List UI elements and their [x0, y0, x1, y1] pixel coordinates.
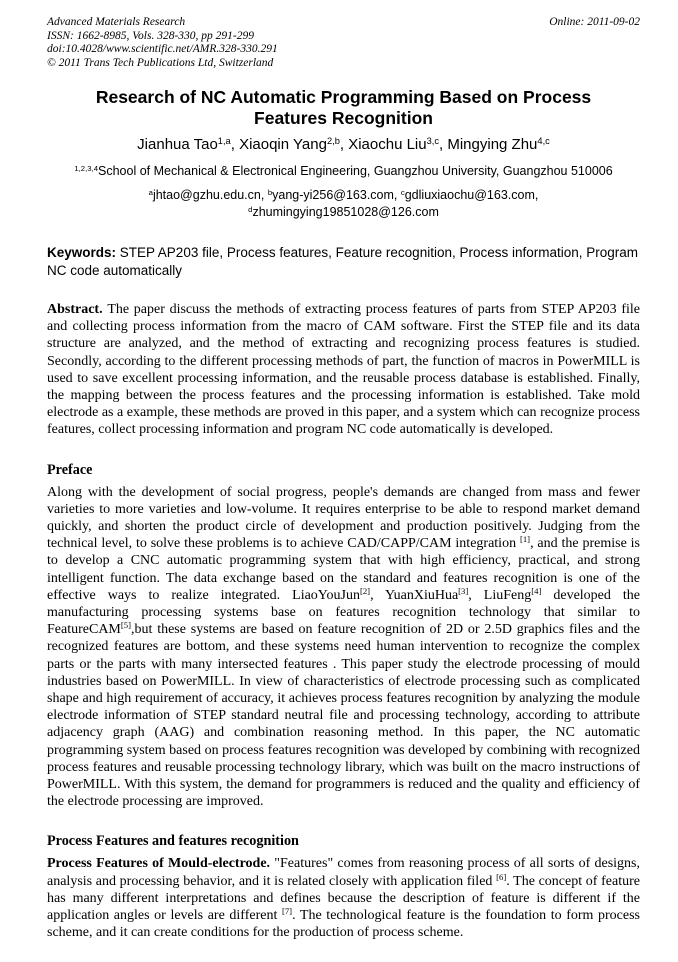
- journal-header: [47, 16, 640, 70]
- section-heading-preface: Preface: [47, 461, 93, 478]
- preface-paragraph: Along with the development of social progress, people's demands are changed from mass and fewer varieties to more varieties and low-volume. It requires enterprise to be able to respond market demand quickly, and shorten the product circle of development and production positively. Judging from the technical level, to solve these problems is to achieve CAD/CAPP/CAM integration [1], and the premise is to develop a CNC automatic programming system that with high efficiency, practical, and strong intelligent function. The data exchange based on the standard and features recognition is one of the effective ways to realize integrated. LiaoYouJun[2], YuanXiuHua[3], LiuFeng[4] developed the manufacturing processing systems base on features recognition technology that similar to FeatureCAM[5],but these systems are based on feature recognition of 2D or 2.5D graphics files and the recognized features are bottom, and these systems need human intervention to recognize the complex parts or the parts with many intersected features . This paper study the electrode processing of mould industries based on PowerMILL. In view of characteristics of electrode processing such as complicated shape and high requirement of accuracy, it achieves process features recognition by analyzing the module electrode information of STEP standard neutral file and processing technology, according to attribute adjacency graph (AAG) and combination reasoning method. In this paper, the NC automatic programming system based on process features recognition was developed by combining with recognized process features and reusable processing technology library, which was built on the macro instructions of PowerMILL. With this system, the demand for programmers is reduced and the quality and efficiency of the electrode processing are improved.: [47, 484, 640, 810]
- email-line-2: $^d$zhumingying19851028@126.com: [248, 204, 439, 219]
- journal-name: Advanced Materials Research: [47, 16, 186, 28]
- process-features-paragraph: Process Features of Mould-electrode. "Features" comes from reasoning process of all sorts of designs, analysis and processing behavior, and it is related closely with application filed [6]. The concept of feature has many different interpretations and defines because the description of feature is different if the application angles or levels are different [7]. The technological feature is the foundation to form process scheme, and it can create conditions for the production of process scheme.: [47, 856, 640, 941]
- doi-line: doi:10.4028/www.scientific.net/AMR.328-330.291: [47, 43, 278, 55]
- section-heading-process-features: Process Features and features recognition: [47, 833, 299, 850]
- keywords-line: Keywords: STEP AP203 file, Process features, Feature recognition, Process information, Program NC code automatically: [47, 245, 639, 278]
- online-date: Online: 2011-09-02: [549, 16, 640, 28]
- abstract-paragraph: Abstract. The paper discuss the methods of extracting process features of parts from STEP AP203 file and collecting process information from the macro of CAM software. First the STEP file and its data structure are analyzed, and the method of extracting and recognizing process features is studied. Secondly, according to the different processing methods of part, the function of macros in PowerMILL is used to save excellent processing information, and the reusable process database is established. Finally, the mapping between the process features and the processing information is established. Take mold electrode as a example, these methods are proved in this paper, and a system which can recognize process features, collect processing information and program NC code automatically is developed.: [47, 302, 640, 438]
- affiliation-line: $^{1,2,3,4}$School of Mechanical & Electronical Engineering, Guangzhou University, Guangzhou 510006: [74, 163, 613, 178]
- journal-header-left: [47, 16, 278, 70]
- emails-block: [47, 187, 640, 221]
- paper-title: Research of NC Automatic Programming Based on Process Features Recognition: [95, 87, 592, 128]
- issn-line: ISSN: 1662-8985, Vols. 328-330, pp 291-299: [47, 29, 254, 42]
- email-line-1: $^a$jhtao@gzhu.edu.cn, $^b$yang-yi256@163.com, $^c$gdliuxiaochu@163.com,: [148, 187, 539, 202]
- copyright-line: © 2011 Trans Tech Publications Ltd, Switzerland: [47, 56, 274, 69]
- authors-line: Jianhua Tao$^{1,a}$, Xiaoqin Yang$^{2,b}$, Xiaochu Liu$^{3,c}$, Mingying Zhu$^{4,c}$: [137, 135, 550, 153]
